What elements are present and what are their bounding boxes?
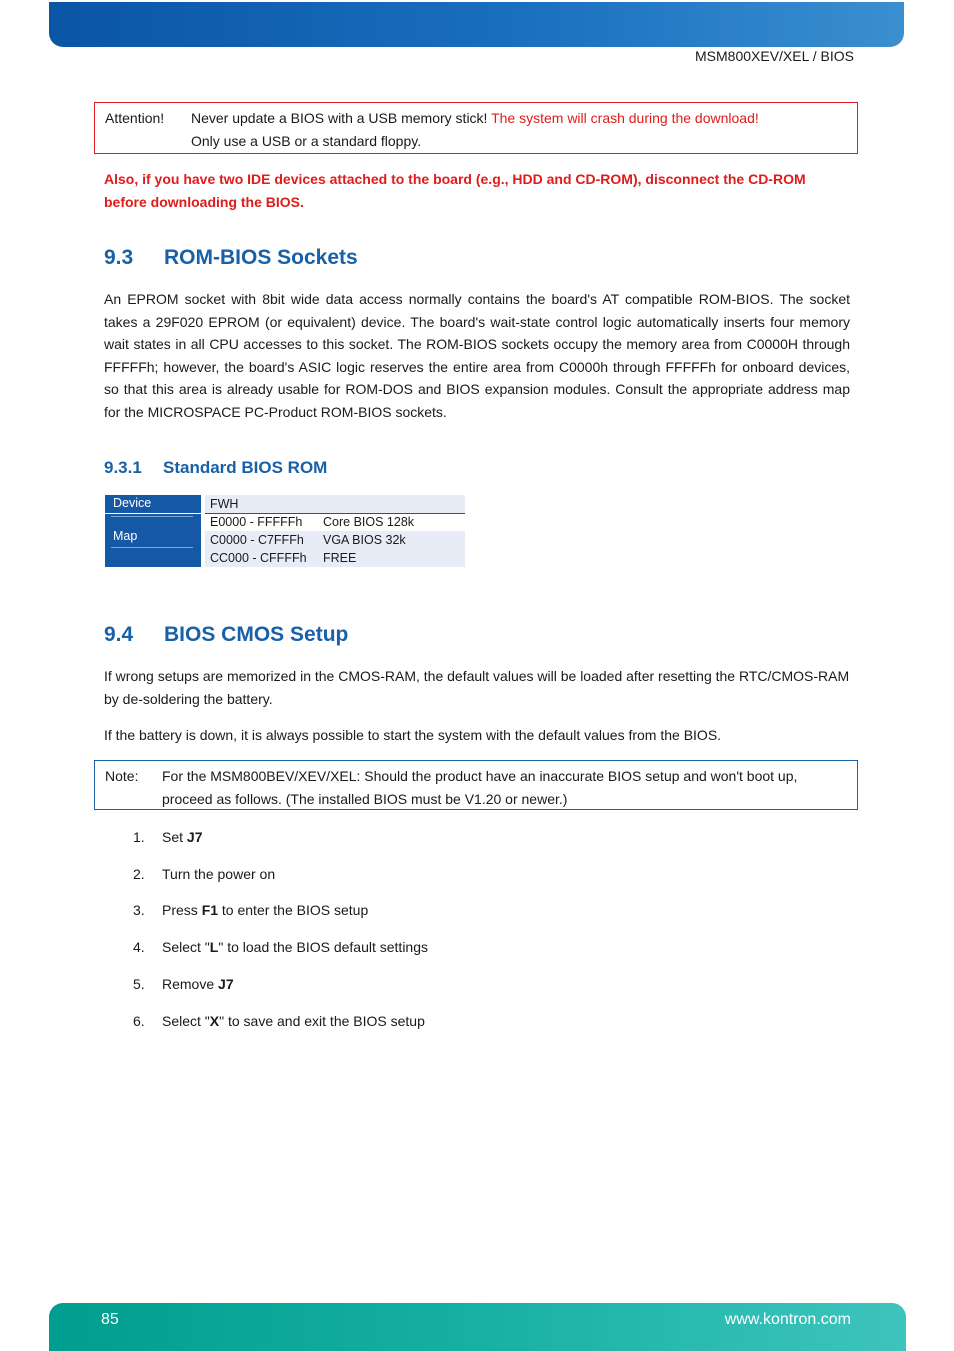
step-text [162, 866, 275, 882]
attention-line1: Never update a BIOS with a USB memory stick! [191, 110, 492, 126]
note-line2: proceed as follows. (The installed BIOS must be V1.20 or newer.) [162, 791, 568, 807]
section-9-3-heading [104, 246, 358, 270]
step-key: X [209, 1013, 220, 1029]
section-title: Standard BIOS ROM [163, 458, 328, 477]
section-number: 9.4 [104, 623, 134, 646]
cmos-paragraph-2: If the battery is down, it is always possible to start the system with the default values from the BIOS. [104, 727, 722, 743]
attention-label: Attention! [105, 110, 165, 126]
step-key: L [209, 939, 219, 955]
divider [111, 547, 193, 548]
header-bar [49, 2, 904, 47]
page-number: 85 [101, 1311, 119, 1328]
step-text [162, 1013, 425, 1029]
note-label: Note: [105, 768, 139, 784]
step-pre: Set [162, 829, 187, 845]
step-post: " to save and exit the BIOS setup [219, 1013, 425, 1029]
note-box [94, 760, 858, 810]
step-pre: Remove [162, 976, 219, 992]
step-pre: Select " [162, 939, 210, 955]
note-line1: For the MSM800BEV/XEV/XEL: Should the product have an inaccurate BIOS setup and won't boot up, [162, 768, 798, 784]
section-title: ROM-BIOS Sockets [164, 246, 358, 269]
device-value: FWH [210, 497, 239, 511]
step-pre: Turn the power on [162, 866, 276, 882]
cmos-paragraph-1: If wrong setups are memorized in the CMOS-RAM, the default values will be loaded after resetting the RTC/CMOS-RAM by de-soldering the battery. [104, 668, 850, 707]
step-text [162, 976, 234, 992]
section-9-3-1-heading [104, 458, 327, 478]
table-row [205, 549, 465, 567]
device-label: Device [113, 496, 152, 510]
map-range: C0000 - C7FFFh [210, 533, 304, 547]
step-text [162, 829, 202, 845]
footer-bar [49, 1303, 906, 1351]
section-9-4-heading [104, 623, 348, 647]
map-label: Map [113, 529, 138, 543]
map-header-cell [105, 514, 201, 567]
attention-crash-warning: The system will crash during the download! [491, 110, 759, 126]
attention-box [94, 102, 858, 154]
step-number: 5. [133, 976, 145, 992]
step-number: 3. [133, 902, 145, 918]
section-number: 9.3.1 [104, 458, 142, 477]
section-number: 9.3 [104, 246, 134, 269]
section-title: BIOS CMOS Setup [164, 623, 349, 646]
attention-line2: Only use a USB or a standard floppy. [191, 133, 422, 149]
device-header-cell [105, 495, 201, 513]
table-row [205, 495, 465, 514]
running-header: MSM800XEV/XEL / BIOS [695, 48, 854, 64]
step-pre: Press [162, 902, 202, 918]
rom-bios-paragraph: An EPROM socket with 8bit wide data access normally contains the board's AT compatible ROM-BIOS. The socket takes a 29F020 EPROM (or equivalent) device. The board's wait-state control logic automatically inserts four memory wait states in all CPU accesses to this socket. The ROM-BIOS sockets occupy the memory area from C0000H through FFFFFh; however, the board's ASIC logic reserves the entire area from C0000h through FFFFFh for onboard devices, so that this area is already usable for ROM-DOS and BIOS expansion modules. Consult the appropriate address map for the MICROSPACE PC-Product ROM-BIOS sockets. [104, 291, 850, 420]
step-number: 2. [133, 866, 145, 882]
divider [111, 516, 193, 517]
step-text [162, 939, 428, 955]
step-key: J7 [218, 976, 234, 992]
table-row [205, 513, 465, 532]
map-desc: VGA BIOS 32k [323, 533, 406, 547]
step-number: 4. [133, 939, 145, 955]
map-range: CC000 - CFFFFh [210, 551, 307, 565]
map-desc: FREE [323, 551, 357, 565]
step-key: F1 [201, 902, 219, 918]
step-text [162, 902, 368, 918]
step-number: 6. [133, 1013, 145, 1029]
map-range: E0000 - FFFFFh [210, 515, 303, 529]
note-text [162, 765, 842, 811]
step-number: 1. [133, 829, 145, 845]
bios-rom-table [105, 495, 465, 567]
attention-text [191, 107, 851, 153]
step-key: J7 [186, 829, 203, 845]
step-post: to enter the BIOS setup [218, 902, 369, 918]
ide-warning: Also, if you have two IDE devices attached to the board (e.g., HDD and CD-ROM), disconnect the CD-ROM before downloading the BIOS. [104, 171, 806, 210]
step-pre: Select " [162, 1013, 210, 1029]
map-desc: Core BIOS 128k [323, 515, 415, 529]
step-post: " to load the BIOS default settings [218, 939, 428, 955]
footer-url[interactable]: www.kontron.com [724, 1311, 851, 1328]
table-row [205, 531, 465, 550]
